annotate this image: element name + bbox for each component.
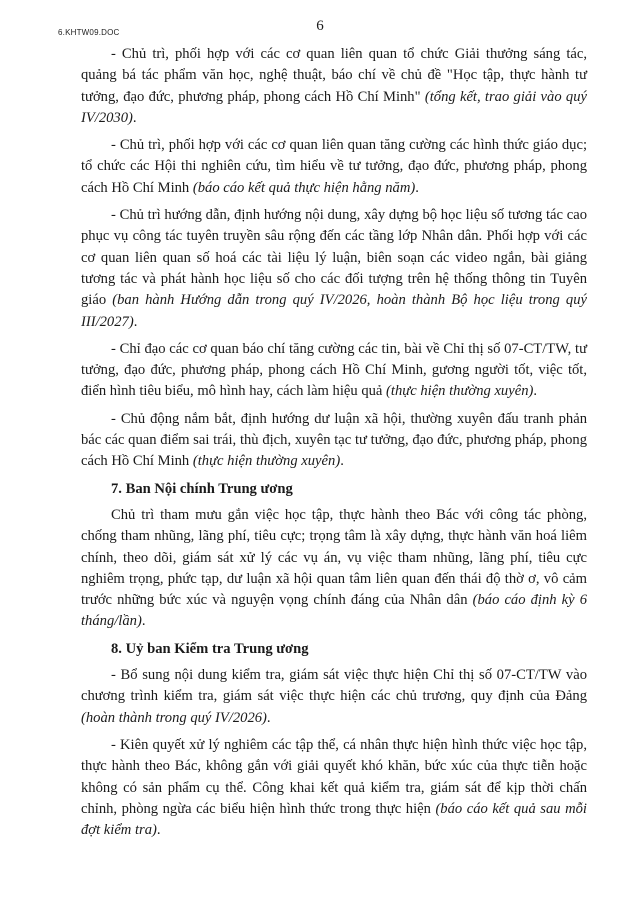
paragraph-award-program: - Chủ trì, phối hợp với các cơ quan liên quan tổ chức Giải thưởng sáng tác, quảng bá tác phẩm văn học, nghệ thuật, báo chí về chủ đề "Học tập, thực hành tư tưởng, đạo đức, phương pháp, phong cách Hồ Chí Minh" (tổng kết, trao giải vào quý IV/2030). [81, 46, 587, 126]
paragraph-anti-corruption: Chủ trì tham mưu gắn việc học tập, thực hành theo Bác với công tác phòng, chống tham nhũng, lãng phí, tiêu cực; trọng tâm là xây dựng, thực hành văn hoá liêm chính, theo dõi, giám sát xử lý các vụ án, vụ việc tham nhũng, lãng phí, tiêu cực nghiêm trọng, phức tạp, dư luận xã hội quan tâm liên quan đến thái độ thờ ơ, vô cảm trước những bức xúc và nguyện vọng chính đáng của Nhân dân (báo cáo định kỳ 6 tháng/lần). [81, 506, 587, 630]
section-heading-inspection-commission: 8. Uỷ ban Kiểm tra Trung ương [111, 640, 309, 657]
paragraph-education-contests: - Chủ trì, phối hợp với các cơ quan liên quan tăng cường các hình thức giáo dục; tổ chức các Hội thi nghiên cứu, tìm hiểu về tư tưởng, đạo đức, phương pháp, phong cách Hồ Chí Minh (báo cáo kết quả thực hiện hằng năm). [81, 137, 587, 196]
deadline-note: (báo cáo định kỳ 6 tháng/lần) [81, 592, 587, 630]
page-number: 6 [316, 18, 324, 34]
file-name-label: 6.KHTW09.DOC [58, 28, 120, 37]
deadline-note: (báo cáo kết quả sau mỗi đợt kiểm tra) [81, 800, 587, 839]
deadline-note: (hoàn thành trong quý IV/2026) [81, 709, 267, 726]
deadline-note: (ban hành Hướng dẫn trong quý IV/2026, hoàn thành Bộ học liệu trong quý III/2027) [81, 292, 587, 330]
deadline-note: (báo cáo kết quả thực hiện hằng năm) [192, 179, 416, 196]
section-heading-internal-affairs: 7. Ban Nội chính Trung ương [111, 480, 293, 497]
deadline-note: (tổng kết, trao giải vào quý IV/2030) [81, 88, 587, 126]
document-body [81, 44, 587, 847]
paragraph-public-opinion: - Chủ động nắm bắt, định hướng dư luận xã hội, thường xuyên đấu tranh phản bác các quan điểm sai trái, thù địch, xuyên tạc tư tưởng, đạo đức, phương pháp, phong cách Hồ Chí Minh (thực hiện thường xuyên). [81, 410, 587, 470]
paragraph-strict-handling: - Kiên quyết xử lý nghiêm các tập thể, cá nhân thực hiện hình thức việc học tập, thực hành theo Bác, không gắn với giải quyết khó khăn, bức xúc của thực tiễn hoặc không có sản phẩm cụ thể. Công khai kết quả kiểm tra, giám sát để kịp thời chấn chỉnh, phòng ngừa các biểu hiện hình thức trong thực hiện (báo cáo kết quả sau mỗi đợt kiểm tra). [81, 736, 587, 839]
paragraph-press-direction: - Chỉ đạo các cơ quan báo chí tăng cường các tin, bài về Chỉ thị số 07-CT/TW, tư tưởng, đạo đức, phương pháp, phong cách Hồ Chí Minh, gương người tốt, việc tốt, điển hình tiêu biểu, mô hình hay, cách làm hiệu quả (thực hiện thường xuyên). [81, 340, 587, 400]
paragraph-digital-materials: - Chủ trì hướng dẫn, định hướng nội dung, xây dựng bộ học liệu số tương tác cao phục vụ công tác tuyên truyền sâu rộng đến các tầng lớp Nhân dân. Phối hợp với các cơ quan liên quan số hoá các tài liệu lý luận, biên soạn các video ngắn, bài giảng tương tác và phát hành học liệu số cho các đối tượng trên hệ thống thông tin Tuyên giáo (ban hành Hướng dẫn trong quý IV/2026, hoàn thành Bộ học liệu trong quý III/2027). [81, 207, 587, 330]
deadline-note: (thực hiện thường xuyên) [192, 453, 341, 470]
paragraph-inspection-content: - Bổ sung nội dung kiểm tra, giám sát việc thực hiện Chỉ thị số 07-CT/TW vào chương trình kiểm tra, giám sát việc thực hiện các chủ trương, quy định của Đảng (hoàn thành trong quý IV/2026). [81, 667, 587, 726]
deadline-note: (thực hiện thường xuyên) [386, 383, 534, 400]
